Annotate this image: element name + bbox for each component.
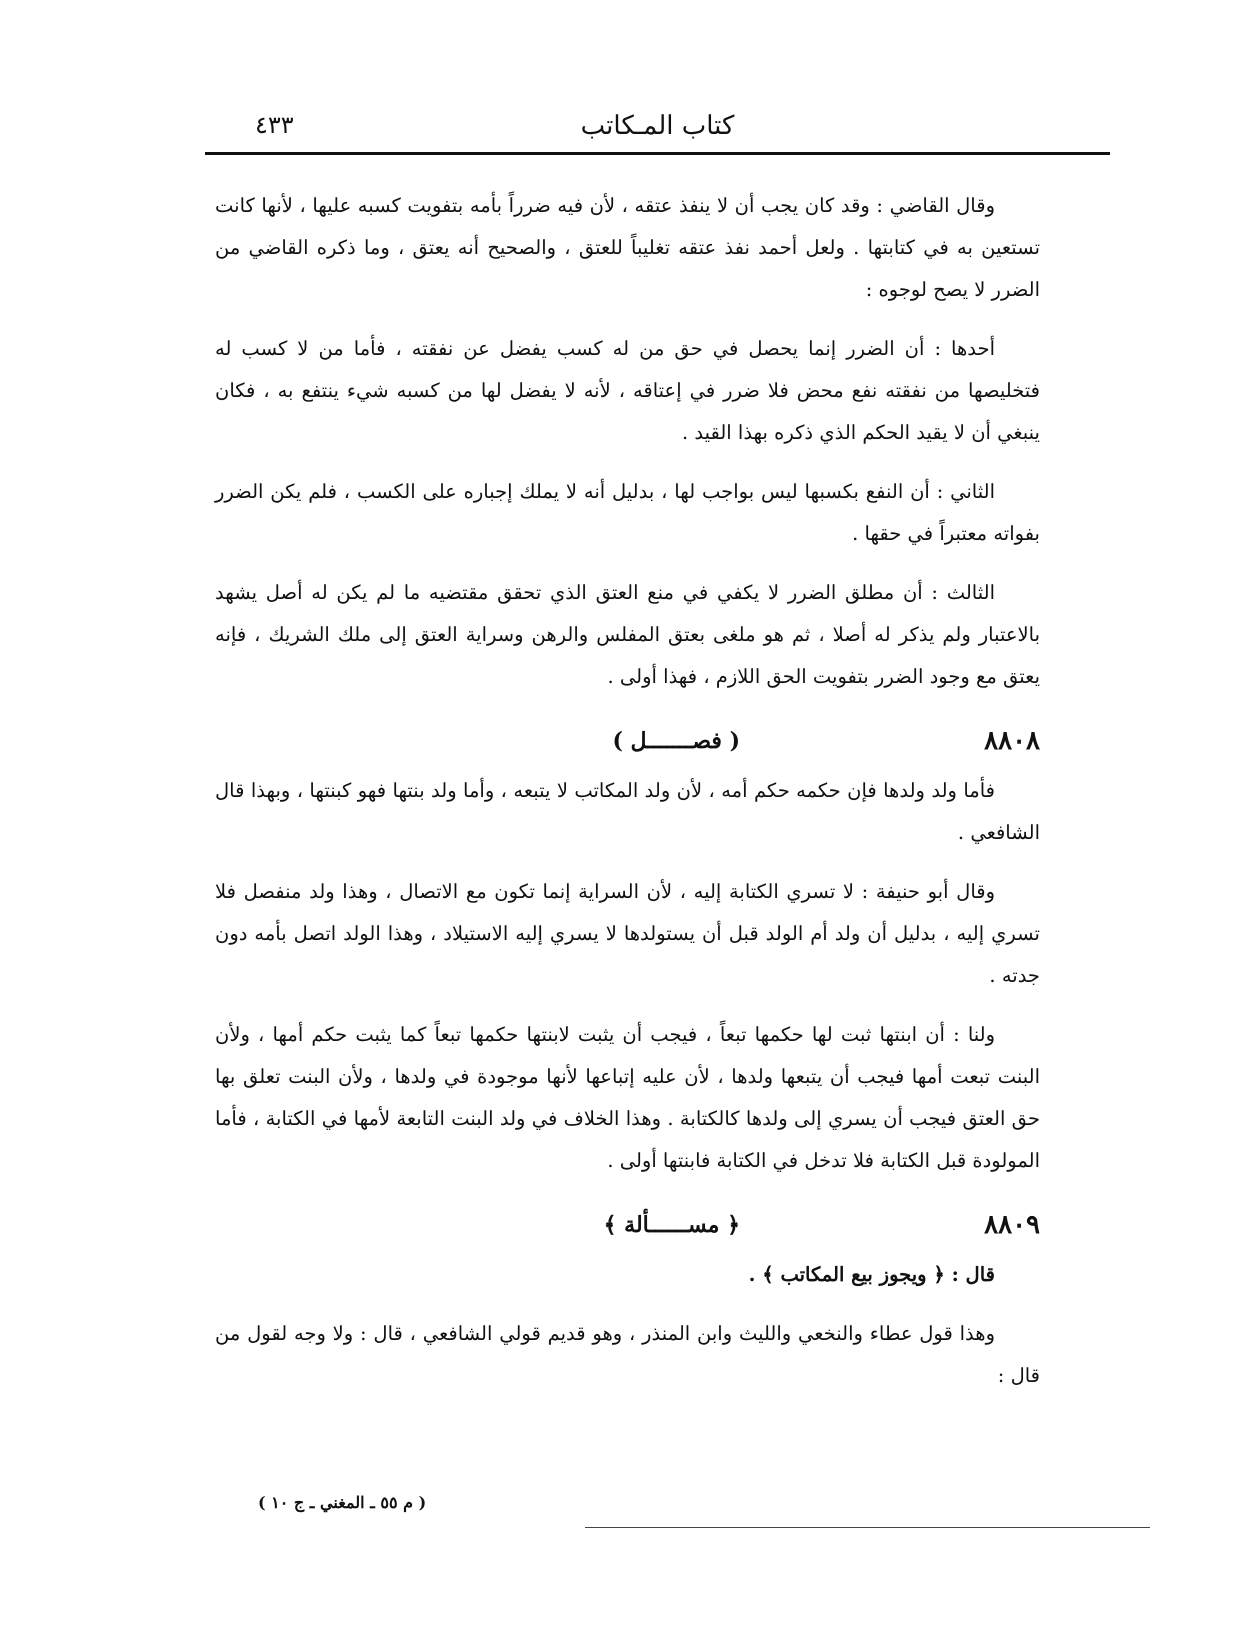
section-header-8809: [215, 1204, 1040, 1248]
page-header: [205, 105, 1110, 150]
volume-reference: ( م ٥٥ ـ المغني ـ ج ١٠ ): [258, 1493, 427, 1512]
paragraph: فأما ولد ولدها فإن حكمه حكم أمه ، لأن ولد المكاتب لا يتبعه ، وأما ولد بنتها فهو كبنتها ، وبهذا قال الشافعي .: [215, 779, 1040, 844]
qala-statement: قال : ﴿ ويجوز بيع المكاتب ﴾ .: [748, 1263, 995, 1286]
paragraph: وقال القاضي : وقد كان يجب أن لا ينفذ عتقه ، لأن فيه ضرراً بأمه بتفويت كسبه عليها ، لأنها كانت تستعين به في كتابتها . ولعل أحمد نفذ عتقه تغليباً للعتق ، والصحيح أنه يعتق ، وما ذكره القاضي من الضرر لا يصح لوجوه :: [215, 194, 1040, 301]
header-rule: [205, 152, 1110, 155]
section-number: ٨٨٠٨: [984, 726, 1040, 756]
paragraph: وقال أبو حنيفة : لا تسري الكتابة إليه ، لأن السراية إنما تكون مع الاتصال ، وهذا ولد منفصل فلا تسري إليه ، بدليل أن ولد أم الولد قبل أن يستولدها لا يسري إليه الاستيلاد ، وهذا الولد اتصل بأمه دون جدته .: [215, 880, 1040, 987]
paragraph: وهذا قول عطاء والنخعي والليث وابن المنذر ، وهو قديم قولي الشافعي ، قال : ولا وجه لقول من قال :: [215, 1322, 1040, 1387]
bottom-rule: [585, 1527, 1150, 1528]
paragraph: أحدها : أن الضرر إنما يحصل في حق من له كسب يفضل عن نفقته ، فأما من لا كسب له فتخليصها من نفقته نفع محض فلا ضرر في إعتاقه ، لأنه لا يفضل لها من كسبه شيء ينتفع به ، فكان ينبغي أن لا يقيد الحكم الذي ذكره بهذا القيد .: [215, 337, 1040, 444]
main-text: [215, 185, 1040, 1414]
running-title: كتاب المـكاتب: [580, 111, 735, 141]
section-heading: ﴿ مســــــألة ﴾: [603, 1212, 740, 1238]
paragraph: الثاني : أن النفع بكسبها ليس بواجب لها ، بدليل أنه لا يملك إجباره على الكسب ، فلم يكن الضرر بفواته معتبراً في حقها .: [215, 480, 1040, 545]
section-header-8808: [215, 720, 1040, 764]
section-number: ٨٨٠٩: [984, 1210, 1040, 1240]
page-number: ٤٣٣: [255, 111, 294, 139]
paragraph: ولنا : أن ابنتها ثبت لها حكمها تبعاً ، فيجب أن يثبت لابنتها حكمها تبعاً كما يثبت حكم أمها ، ولأن البنت تبعت أمها فيجب أن يتبعها ولدها ، لأن عليه إتباعها لأنها موجودة في ولدها ، ولأن البنت تعلق بها حق العتق فيجب أن يسري إلى ولدها كالكتابة . وهذا الخلاف في ولد البنت التابعة لأمها في الكتابة ، فأما المولودة قبل الكتابة فلا تدخل في الكتابة فابنتها أولى .: [215, 1023, 1040, 1172]
section-heading: ( فصـــــــل ): [612, 728, 740, 754]
paragraph: الثالث : أن مطلق الضرر لا يكفي في منع العتق الذي تحقق مقتضيه ما لم يكن له أصل يشهد بالاعتبار ولم يذكر له أصلا ، ثم هو ملغى بعتق المفلس والرهن وسراية العتق إلى ملك الشريك ، فإنه يعتق مع وجود الضرر بتفويت الحق اللازم ، فهذا أولى .: [215, 581, 1040, 688]
